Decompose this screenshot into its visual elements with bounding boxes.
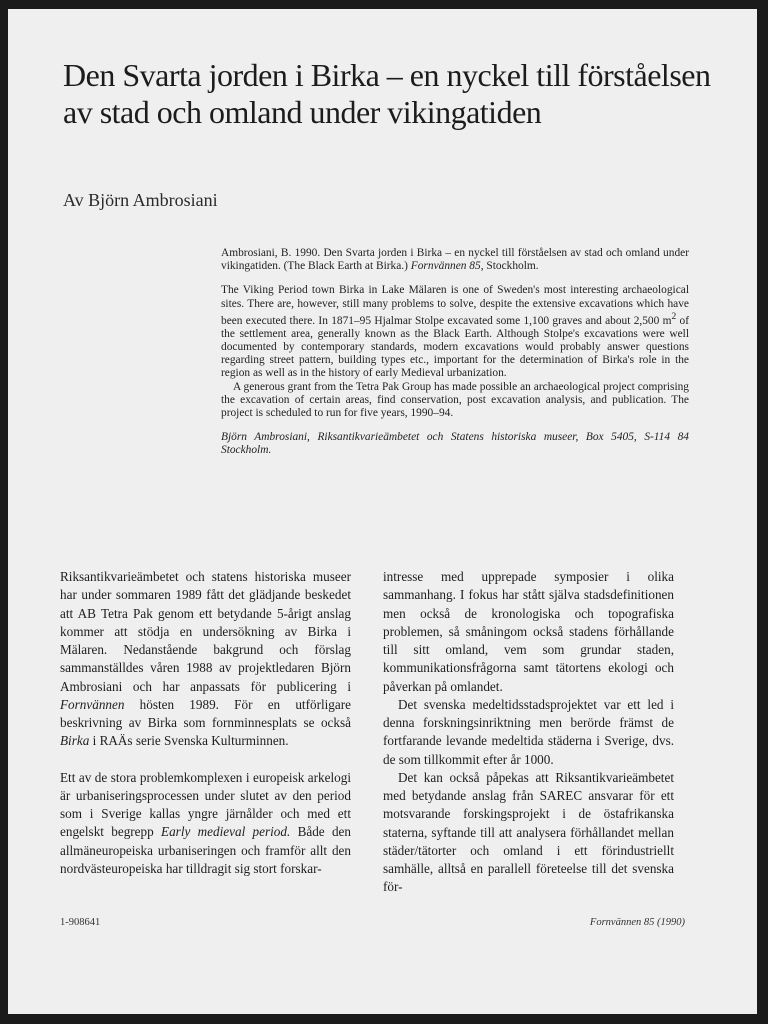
abstract-p1-text-a: The Viking Period town Birka in Lake Mälaren is one of Sweden's most interesting archaeological sites. There are, however, still many problems to solve, despite the extensive excavations which have been executed there. In 1871–95 Hjalmar Stolpe excavated some 1,100 graves and about 2,500 m bbox=[221, 284, 689, 327]
body-paragraph bbox=[60, 568, 351, 751]
journal-footer: Fornvännen 85 (1990) bbox=[589, 917, 685, 928]
body-paragraph: Det svenska medeltidsstadsprojektet var ett led i denna forskningsinriktning men berörde främst de fortfarande levande medeltida städerna i Sverige, dvs. de som tillkommit efter år 1000. bbox=[383, 696, 674, 767]
body-emphasis: Early medieval period. bbox=[161, 824, 291, 840]
abstract-paragraph-1 bbox=[221, 284, 689, 380]
body-emphasis: Fornvännen bbox=[60, 696, 125, 712]
body-paragraph: intresse med upprepade symposier i olika sammanhang. I fokus har stått själva stadsdefinitionen men också de kronologiska och topografiska problemen, så småningom också stadens förhållande till sitt omland, vem som grundar staden, kommunikationsfrågorna samt tätortens ekologi och påverkan på omlandet. bbox=[383, 569, 674, 694]
abstract-citation bbox=[221, 247, 689, 273]
citation-journal: Fornvännen 85 bbox=[410, 260, 481, 273]
body-text: hösten 1989. För en utförligare beskrivning av Birka som fornminnesplats se också bbox=[60, 696, 351, 730]
abstract-paragraph-2: A generous grant from the Tetra Pak Group has made possible an archaeological project comprising the excavation of certain areas, find conservation, post excavation analysis, and publication. The project is scheduled to run for five years, 1990–94. bbox=[221, 380, 689, 420]
body-text: i RAÄs serie Svenska Kulturminnen. bbox=[89, 733, 289, 749]
body-paragraph: Det kan också påpekas att Riksantikvarieämbetet med betydande anslag från SAREC ansvarar för ett motsvarande forskingsprojekt i de östafrikanska staterna, syftande till att analysera förhållandet mellan städer/tätorter och omland i ett förindustriellt samhälle, alltså en parallell företeelse till det svenska för- bbox=[383, 769, 674, 895]
page-code: 1-908641 bbox=[60, 917, 101, 928]
citation-text: Ambrosiani, B. 1990. Den Svarta jorden i Birka – en nyckel till förståelsen av stad och omland under vikingatiden. (The Black Earth at Birka.) bbox=[221, 247, 689, 273]
body-column-left bbox=[60, 568, 351, 878]
abstract bbox=[221, 247, 689, 458]
body-text: Både den allmäneuropeiska urbaniseringen och framför allt den nordvästeuropeiska har tilldragit sig stort forskar- bbox=[60, 824, 352, 876]
citation-place: , Stockholm. bbox=[480, 260, 539, 273]
body-text: Riksantikvarieämbetet och statens historiska museer har under sommaren 1989 fått det glädjande beskedet att AB Tetra Pak genom ett betydande 5-årigt anslag kommer att stödja en undersökning av Birka i Mälaren. Nedanstående bakgrund och förslag sammanställdes våren 1988 av projektledaren Björn Ambrosiani och har anpassats för publicering i bbox=[60, 569, 351, 694]
abstract-p1-text-b: of the settlement area, generally known as the Black Earth. Although Stolpe's excavations were well documented by contemporary standards, modern excavations would probably answer questions regarding street pattern, building types etc., important for the determination of Birka's role in the region as well as in the history of early Medieval urbanization. bbox=[221, 314, 689, 380]
article-author: Av Björn Ambrosiani bbox=[63, 190, 218, 210]
body-emphasis: Birka bbox=[60, 733, 90, 749]
body-paragraph bbox=[60, 769, 351, 879]
author-affiliation: Björn Ambrosiani, Riksantikvarieämbetet och Statens historiska museer, Box 5405, S-114 84 Stockholm. bbox=[221, 431, 689, 457]
article-title: Den Svarta jorden i Birka – en nyckel till förståelsen av stad och omland under vikingatiden bbox=[63, 57, 711, 130]
journal-page bbox=[8, 9, 757, 1014]
body-text: Ett av de stora problemkomplexen i europeisk arkelogi är urbaniseringsprocessen under slutet av den period som i Sverige kallas yngre järnålder och med ett engelskt begrepp bbox=[60, 769, 351, 840]
superscript: 2 bbox=[671, 311, 677, 322]
body-column-right bbox=[383, 568, 674, 897]
